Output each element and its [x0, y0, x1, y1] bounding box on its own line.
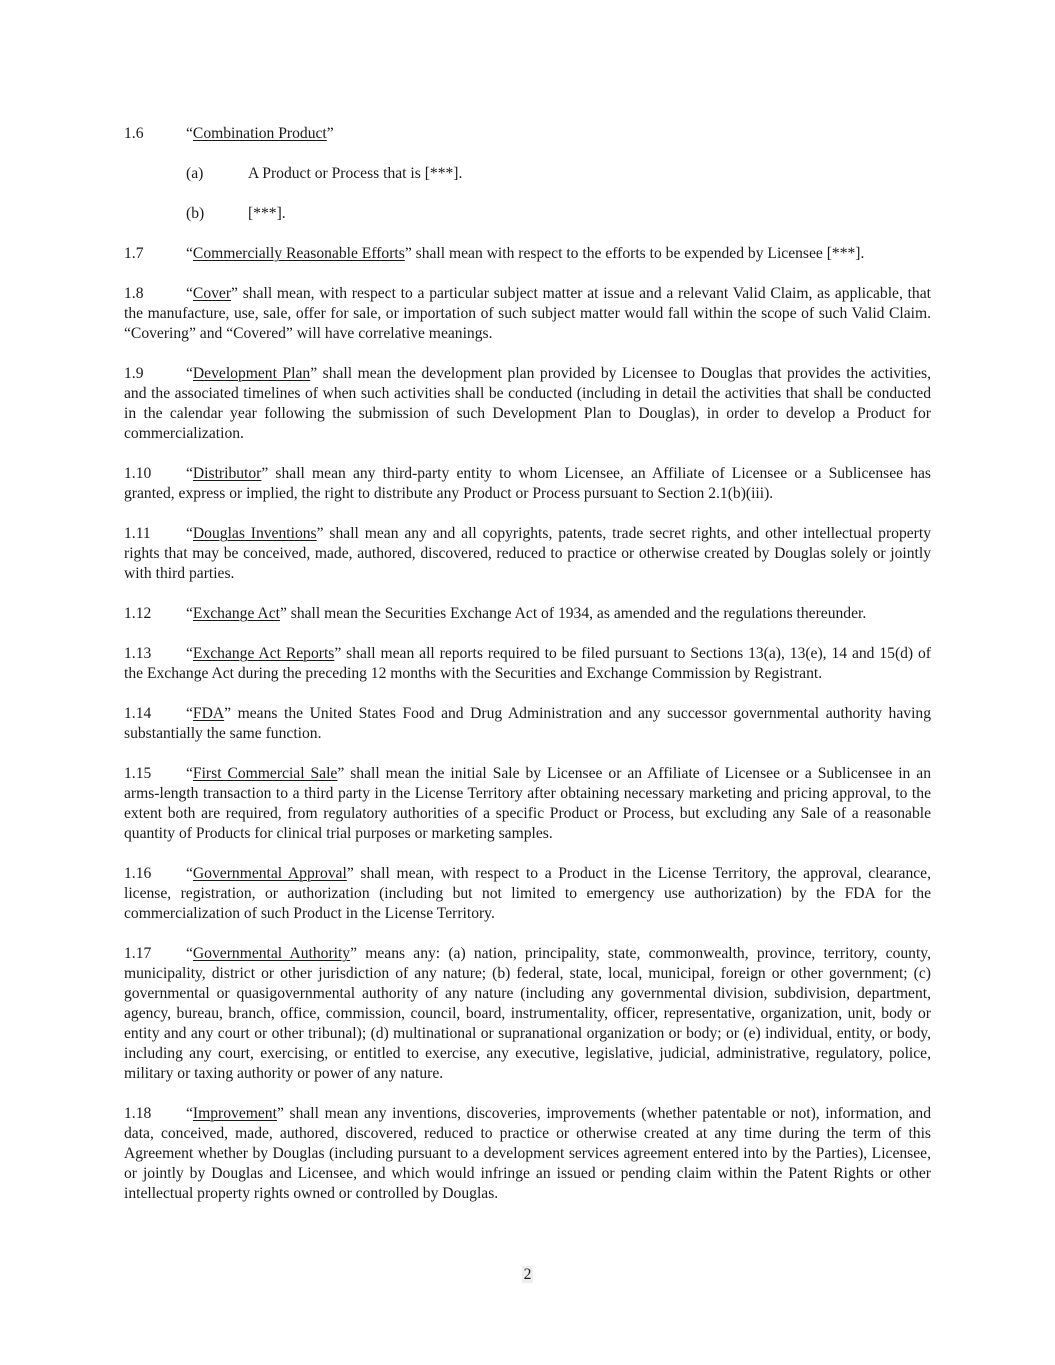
- open-quote: “: [186, 125, 193, 142]
- open-quote: “: [186, 285, 193, 302]
- section-1-17: [124, 944, 931, 1084]
- open-quote: “: [186, 765, 193, 782]
- defined-term: Douglas Inventions: [192, 525, 317, 542]
- defined-term: FDA: [192, 705, 225, 722]
- defined-term: Governmental Authority: [192, 945, 351, 962]
- section-number: 1.18: [124, 1105, 152, 1122]
- defined-term: Exchange Act Reports: [192, 645, 335, 662]
- section-number: 1.7: [124, 245, 144, 262]
- defined-term: Development Plan: [192, 365, 311, 382]
- defined-term: Governmental Approval: [192, 865, 347, 882]
- subsection-label: (b): [186, 205, 205, 222]
- definition-text: ” shall mean the Securities Exchange Act of 1934, as amended and the regulations thereunder.: [279, 605, 867, 622]
- section-number: 1.16: [124, 865, 152, 882]
- page-number: [0, 1265, 1055, 1285]
- section-1-12: [124, 604, 931, 624]
- section-number: 1.17: [124, 945, 152, 962]
- page-number-label: 2: [523, 1266, 532, 1283]
- section-1-10: [124, 464, 931, 504]
- document-page: [124, 124, 931, 1224]
- defined-term: Improvement: [192, 1105, 277, 1122]
- section-1-18: [124, 1104, 931, 1204]
- definition-text: ” shall mean any and all copyrights, patents, trade secret rights, and other intellectual property rights that may be conceived, made, authored, discovered, reduced to practice or otherwise created by Douglas solely or jointly with third parties.: [124, 525, 931, 582]
- section-1-7: [124, 244, 931, 264]
- section-1-6-a: [186, 164, 931, 184]
- defined-term: Exchange Act: [192, 605, 280, 622]
- section-1-9: [124, 364, 931, 444]
- section-1-15: [124, 764, 931, 844]
- definition-text: ” shall mean any inventions, discoveries, improvements (whether patentable or not), information, and data, conceived, made, authored, discovered, reduced to practice or otherwise created at any time during the term of this Agreement whether by Douglas (including pursuant to a development services agreement entered into by the Parties), Licensee, or jointly by Douglas and Licensee, and which would infringe an issued or pending claim within the Patent Rights or other intellectual property rights owned or controlled by Douglas.: [124, 1105, 931, 1202]
- definition-text: ” shall mean the initial Sale by Licensee or an Affiliate of Licensee or a Sublicensee in an arms-length transaction to a third party in the License Territory after obtaining necessary marketing and pricing approval, to the extent both are required, from regulatory authorities of a specific Product or Process, but excluding any Sale of a reasonable quantity of Products for clinical trial purposes or marketing samples.: [124, 765, 931, 842]
- section-number: 1.15: [124, 765, 152, 782]
- section-1-14: [124, 704, 931, 744]
- open-quote: “: [186, 605, 193, 622]
- definition-text: ” shall mean any third-party entity to whom Licensee, an Affiliate of Licensee or a Sublicensee has granted, express or implied, the right to distribute any Product or Process pursuant to Section 2.1(b)(iii).: [124, 465, 931, 502]
- section-number: 1.10: [124, 465, 152, 482]
- section-1-13: [124, 644, 931, 684]
- open-quote: “: [186, 465, 193, 482]
- definition-text: ” shall mean with respect to the efforts to be expended by Licensee [***].: [404, 245, 865, 262]
- definition-text: ” shall mean, with respect to a particular subject matter at issue and a relevant Valid Claim, as applicable, that the manufacture, use, sale, offer for sale, or importation of such subject matter would fall within the scope of such Valid Claim. “Covering” and “Covered” will have correlative meanings.: [124, 285, 931, 342]
- definition-text: ” shall mean, with respect to a Product in the License Territory, the approval, clearance, license, registration, or authorization (including but not limited to emergency use authorization) by the FDA for the commercialization of such Product in the License Territory.: [124, 865, 931, 922]
- subsection-text: A Product or Process that is [***].: [248, 165, 463, 182]
- open-quote: “: [186, 705, 193, 722]
- defined-term: First Commercial Sale: [192, 765, 338, 782]
- section-number: 1.8: [124, 285, 144, 302]
- definition-text: ”: [326, 125, 334, 142]
- section-1-16: [124, 864, 931, 924]
- open-quote: “: [186, 365, 193, 382]
- section-1-6-b: [186, 204, 931, 224]
- defined-term: Cover: [192, 285, 232, 302]
- section-number: 1.14: [124, 705, 152, 722]
- open-quote: “: [186, 525, 193, 542]
- section-number: 1.12: [124, 605, 152, 622]
- open-quote: “: [186, 865, 193, 882]
- open-quote: “: [186, 645, 193, 662]
- defined-term: Commercially Reasonable Efforts: [192, 245, 405, 262]
- definition-text: ” shall mean the development plan provided by Licensee to Douglas that provides the activities, and the associated timelines of when such activities shall be conducted (including in detail the activities that shall be conducted in the calendar year following the submission of such Development Plan to Douglas), in order to develop a Product for commercialization.: [124, 365, 931, 442]
- open-quote: “: [186, 945, 193, 962]
- defined-term: Distributor: [192, 465, 262, 482]
- section-1-6: [124, 124, 931, 144]
- section-number: 1.6: [124, 125, 144, 142]
- definition-text: ” shall mean all reports required to be filed pursuant to Sections 13(a), 13(e), 14 and 15(d) of the Exchange Act during the preceding 12 months with the Securities and Exchange Commission by Registrant.: [124, 645, 932, 682]
- section-1-11: [124, 524, 931, 584]
- definition-text: ” means any: (a) nation, principality, state, commonwealth, province, territory, county, municipality, district or other jurisdiction of any nature; (b) federal, state, local, municipal, foreign or other government; (c) governmental or quasigovernmental authority of any nature (including any governmental division, subdivision, department, agency, bureau, branch, office, commission, council, board, instrumentality, officer, representative, organization, unit, body or entity and any court or other tribunal); (d) multinational or supranational organization or body; or (e) individual, entity, or body, including any court, exercising, or entitled to exercise, any executive, legislative, judicial, administrative, regulatory, police, military or taxing authority or power of any nature.: [124, 945, 931, 1082]
- defined-term: Combination Product: [192, 125, 327, 142]
- open-quote: “: [186, 245, 193, 262]
- definition-text: ” means the United States Food and Drug Administration and any successor governmental authority having substantially the same function.: [124, 705, 931, 742]
- section-number: 1.11: [124, 525, 151, 542]
- subsection-text: [***].: [248, 205, 286, 222]
- open-quote: “: [186, 1105, 193, 1122]
- section-number: 1.9: [124, 365, 144, 382]
- section-number: 1.13: [124, 645, 152, 662]
- subsection-label: (a): [186, 165, 204, 182]
- section-1-8: [124, 284, 931, 344]
